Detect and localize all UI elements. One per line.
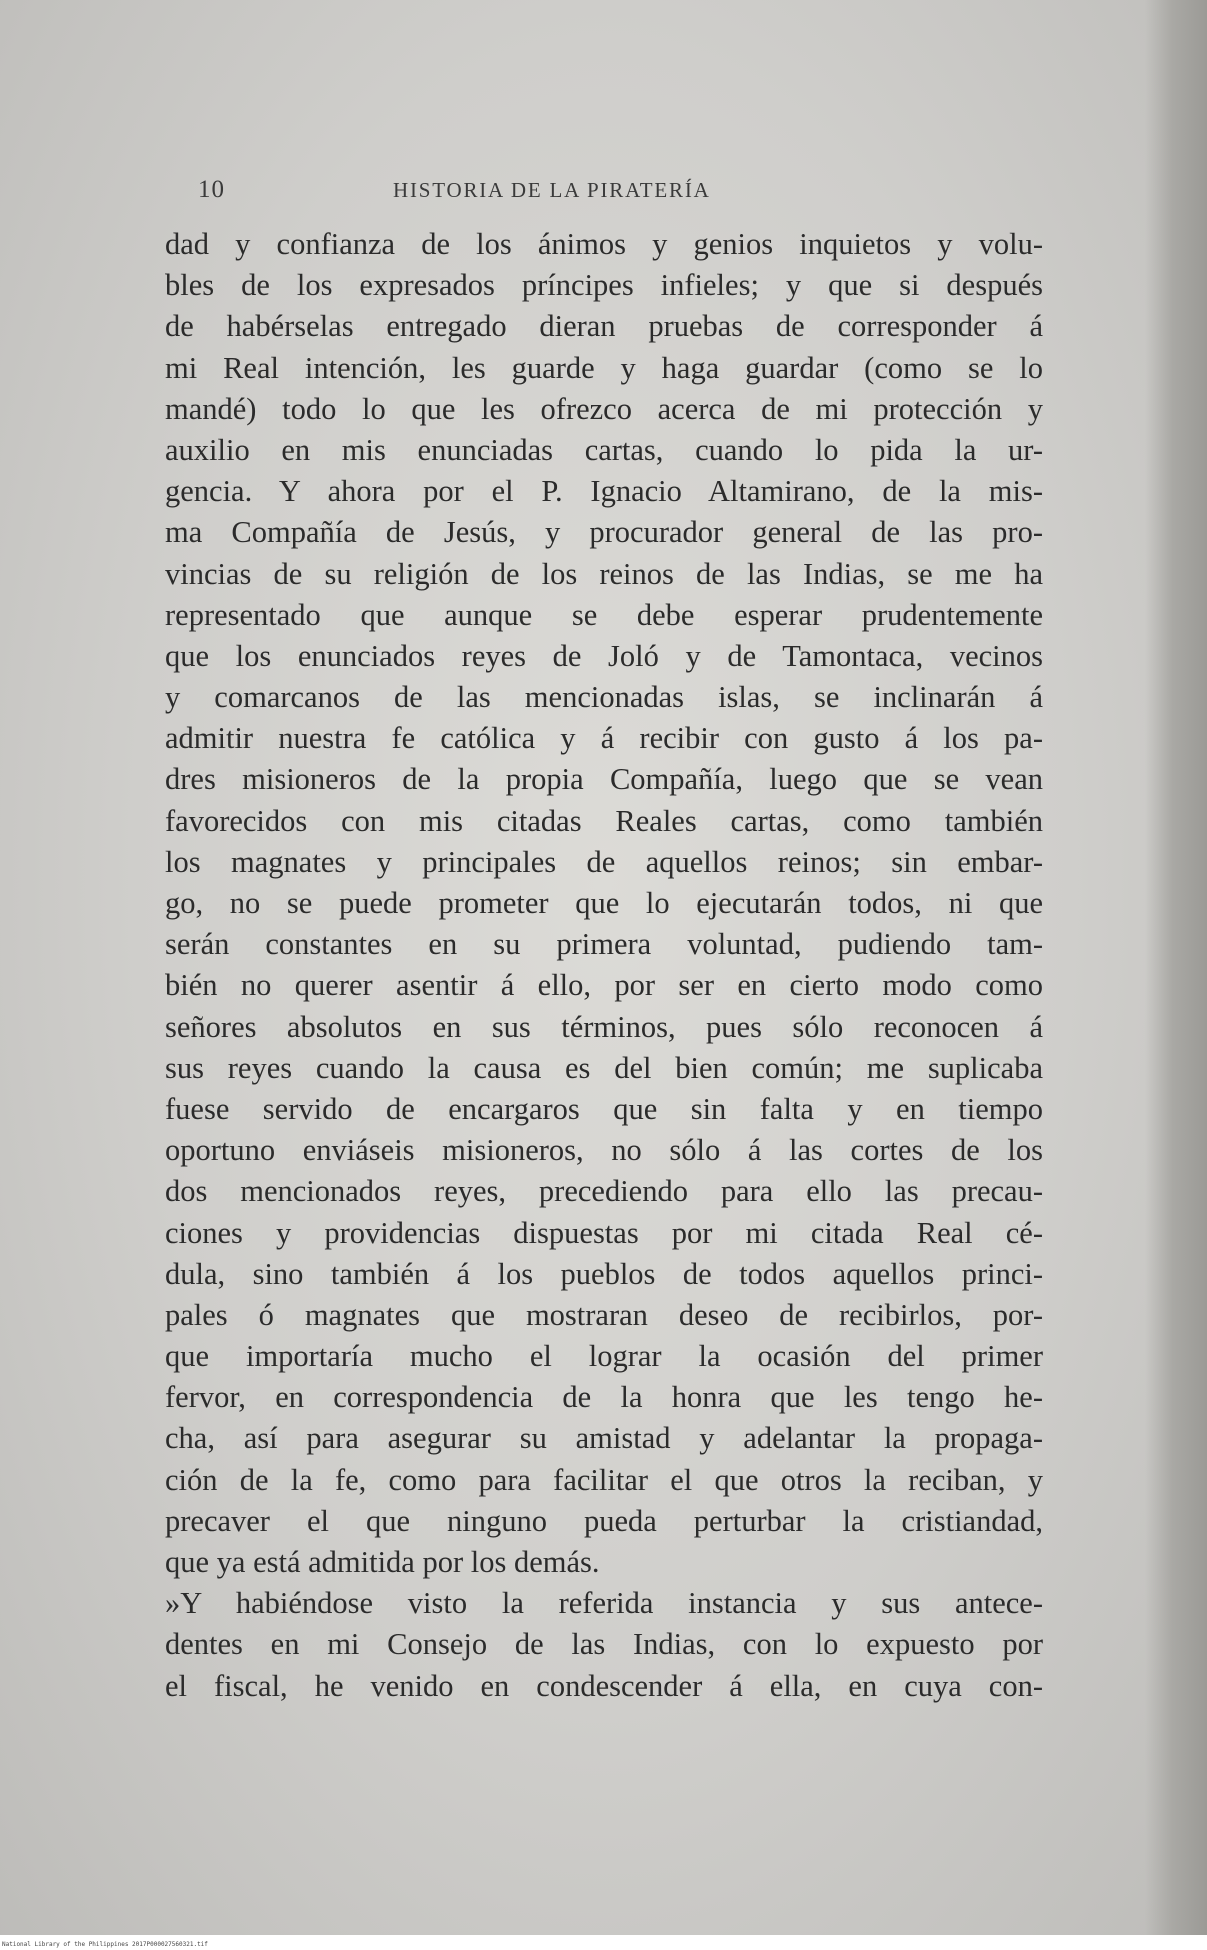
- text-line: pales ó magnates que mostraran deseo de recibirlos, por-: [165, 1297, 1043, 1332]
- text-line: serán constantes en su primera voluntad, pudiendo tam-: [165, 927, 1043, 962]
- text-line: señores absolutos en sus términos, pues sólo reconocen á: [165, 1009, 1043, 1044]
- page-header: [198, 172, 1028, 212]
- body-text: [165, 224, 1043, 1707]
- text-line: bles de los expresados príncipes infieles; y que si después: [165, 268, 1043, 303]
- text-line: favorecidos con mis citadas Reales cartas, como también: [165, 803, 1043, 838]
- text-line: »Y habiéndose visto la referida instancia y sus antece-: [165, 1586, 1043, 1621]
- text-line: oportuno enviáseis misioneros, no sólo á las cortes de los: [165, 1133, 1043, 1168]
- text-line: que importaría mucho el lograr la ocasión del primer: [165, 1339, 1043, 1374]
- text-line: sus reyes cuando la causa es del bien común; me suplicaba: [165, 1050, 1043, 1085]
- page-edge-shadow: [1145, 0, 1207, 1935]
- footer-strip: [0, 1935, 1207, 1950]
- text-line: fervor, en correspondencia de la honra que les tengo he-: [165, 1380, 1043, 1415]
- text-line: representado que aunque se debe esperar prudentemente: [165, 597, 1043, 632]
- text-line: ción de la fe, como para facilitar el que otros la reciban, y: [165, 1462, 1043, 1497]
- text-line: cha, así para asegurar su amistad y adelantar la propaga-: [165, 1421, 1043, 1456]
- text-line: el fiscal, he venido en condescender á ella, en cuya con-: [165, 1668, 1043, 1703]
- text-line: bién no querer asentir á ello, por ser en cierto modo como: [165, 968, 1043, 1003]
- text-line: dres misioneros de la propia Compañía, luego que se vean: [165, 762, 1043, 797]
- text-line: precaver el que ninguno pueda perturbar la cristiandad,: [165, 1503, 1043, 1538]
- text-line: dos mencionados reyes, precediendo para ello las precau-: [165, 1174, 1043, 1209]
- text-line: gencia. Y ahora por el P. Ignacio Altamirano, de la mis-: [165, 474, 1043, 509]
- text-line: admitir nuestra fe católica y á recibir con gusto á los pa-: [165, 721, 1043, 756]
- text-line: de habérselas entregado dieran pruebas de corresponder á: [165, 309, 1043, 344]
- running-title: HISTORIA DE LA PIRATERÍA: [393, 178, 711, 202]
- text-line: mandé) todo lo que les ofrezco acerca de mi protección y: [165, 391, 1043, 426]
- text-line: que los enunciados reyes de Joló y de Tamontaca, vecinos: [165, 638, 1043, 673]
- text-line: dula, sino también á los pueblos de todos aquellos princi-: [165, 1256, 1043, 1291]
- text-line: dentes en mi Consejo de las Indias, con lo expuesto por: [165, 1627, 1043, 1662]
- text-line: ciones y providencias dispuestas por mi citada Real cé-: [165, 1215, 1043, 1250]
- text-line: que ya está admitida por los demás.: [165, 1545, 600, 1579]
- text-line: fuese servido de encargaros que sin falta y en tiempo: [165, 1091, 1043, 1126]
- text-line: ma Compañía de Jesús, y procurador general de las pro-: [165, 515, 1043, 550]
- text-line: auxilio en mis enunciadas cartas, cuando lo pida la ur-: [165, 432, 1043, 467]
- text-line: los magnates y principales de aquellos reinos; sin embar-: [165, 844, 1043, 879]
- text-line: go, no se puede prometer que lo ejecutarán todos, ni que: [165, 886, 1043, 920]
- text-line: dad y confianza de los ánimos y genios inquietos y volu-: [165, 227, 1043, 261]
- footer-caption: National Library of the Philippines 2017P000027560321.tif: [2, 1941, 208, 1948]
- text-line: vincias de su religión de los reinos de las Indias, se me ha: [165, 556, 1043, 591]
- text-line: mi Real intención, les guarde y haga guardar (como se lo: [165, 350, 1043, 385]
- text-line: y comarcanos de las mencionadas islas, se inclinarán á: [165, 680, 1043, 715]
- page-number: 10: [198, 176, 225, 203]
